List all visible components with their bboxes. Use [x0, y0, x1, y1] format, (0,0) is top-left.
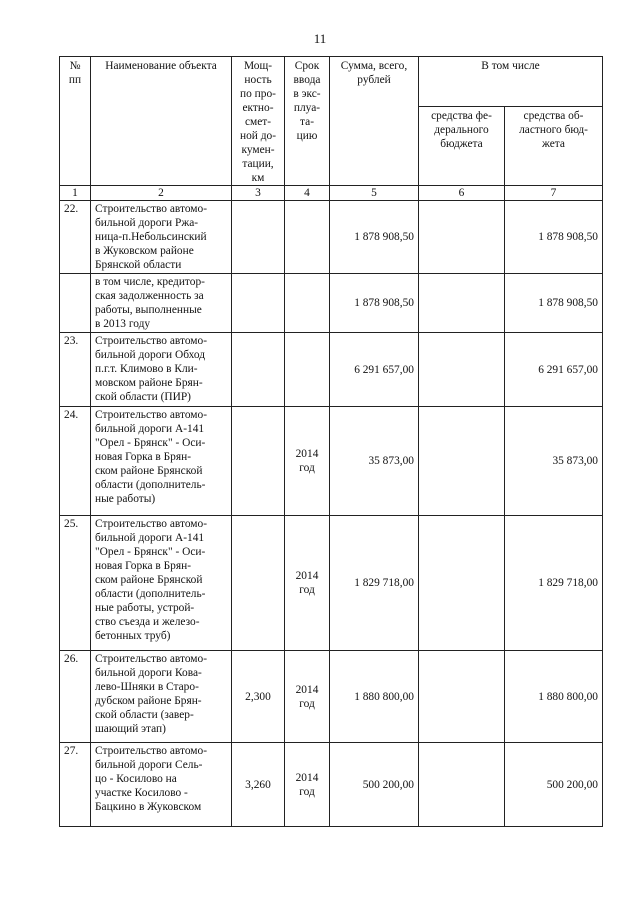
row-term — [285, 201, 330, 274]
table-row — [60, 516, 603, 651]
table-row — [60, 651, 603, 743]
row-capacity — [232, 333, 285, 407]
row-federal — [419, 333, 505, 407]
column-index: 2 — [91, 186, 232, 201]
row-term — [285, 333, 330, 407]
row-name: Строительство автомо- бильной дороги Ржа- ница-п.Небольсинский в Жуковском районе Брянской области — [91, 201, 232, 274]
row-num: 22. — [60, 201, 91, 274]
column-index: 3 — [232, 186, 285, 201]
row-federal — [419, 516, 505, 651]
row-regional: 500 200,00 — [505, 743, 603, 827]
row-num: 27. — [60, 743, 91, 827]
row-name: Строительство автомо- бильной дороги А-141 "Орел - Брянск" - Оси- новая Горка в Брян- ском районе Брянской области (дополнитель- ные работы, устрой- ство съезда и железо- бетонных труб) — [91, 516, 232, 651]
header-sum: Сумма, всего, рублей — [330, 57, 419, 186]
row-capacity: 3,260 — [232, 743, 285, 827]
row-sum: 1 829 718,00 — [330, 516, 419, 651]
row-sum: 1 878 908,50 — [330, 201, 419, 274]
row-term: 2014 год — [285, 516, 330, 651]
table-row — [60, 743, 603, 827]
row-regional: 1 878 908,50 — [505, 201, 603, 274]
objects-table — [59, 56, 603, 827]
header-term: Срок ввода в экс- плуа- та- цию — [285, 57, 330, 186]
row-capacity — [232, 407, 285, 516]
row-regional: 1 878 908,50 — [505, 274, 603, 333]
row-capacity — [232, 274, 285, 333]
header-capacity: Мощ- ность по про- ектно- смет- ной до- кумен- тации, км — [232, 57, 285, 186]
row-name: Строительство автомо- бильной дороги Обход п.г.т. Климово в Кли- мовском районе Брян- ской области (ПИР) — [91, 333, 232, 407]
page-number: 11 — [313, 31, 327, 46]
row-sum: 6 291 657,00 — [330, 333, 419, 407]
row-num: 23. — [60, 333, 91, 407]
header-including: В том числе — [419, 57, 603, 107]
row-name: в том числе, кредитор- ская задолженность за работы, выполненные в 2013 году — [91, 274, 232, 333]
row-federal — [419, 274, 505, 333]
row-regional: 35 873,00 — [505, 407, 603, 516]
table-row — [60, 407, 603, 516]
row-regional: 6 291 657,00 — [505, 333, 603, 407]
header-name: Наименование объекта — [91, 57, 232, 186]
row-federal — [419, 407, 505, 516]
row-term — [285, 274, 330, 333]
column-index: 6 — [419, 186, 505, 201]
header-regional: средства об- ластного бюд- жета — [505, 107, 603, 186]
row-federal — [419, 651, 505, 743]
row-regional: 1 829 718,00 — [505, 516, 603, 651]
row-num: 24. — [60, 407, 91, 516]
row-capacity — [232, 516, 285, 651]
header-federal: средства фе- дерального бюджета — [419, 107, 505, 186]
row-num: 26. — [60, 651, 91, 743]
row-num: 25. — [60, 516, 91, 651]
row-name: Строительство автомо- бильной дороги Сель- цо - Косилово на участке Косилово - Бацкино в Жуковском — [91, 743, 232, 827]
row-regional: 1 880 800,00 — [505, 651, 603, 743]
row-term: 2014 год — [285, 407, 330, 516]
column-index-row — [60, 186, 603, 201]
row-sum: 500 200,00 — [330, 743, 419, 827]
row-sum: 1 878 908,50 — [330, 274, 419, 333]
row-sum: 1 880 800,00 — [330, 651, 419, 743]
row-name: Строительство автомо- бильной дороги Кова- лево-Шняки в Старо- дубском районе Брян- ской области (завер- шающий этап) — [91, 651, 232, 743]
row-capacity: 2,300 — [232, 651, 285, 743]
row-name: Строительство автомо- бильной дороги А-141 "Орел - Брянск" - Оси- новая Горка в Брян- ском районе Брянской области (дополнитель- ные работы) — [91, 407, 232, 516]
column-index: 5 — [330, 186, 419, 201]
column-index: 1 — [60, 186, 91, 201]
column-index: 4 — [285, 186, 330, 201]
row-federal — [419, 743, 505, 827]
row-term: 2014 год — [285, 743, 330, 827]
row-num — [60, 274, 91, 333]
column-index: 7 — [505, 186, 603, 201]
row-term: 2014 год — [285, 651, 330, 743]
table-row — [60, 333, 603, 407]
table-row — [60, 201, 603, 274]
header-num: № пп — [60, 57, 91, 186]
row-sum: 35 873,00 — [330, 407, 419, 516]
row-federal — [419, 201, 505, 274]
row-capacity — [232, 201, 285, 274]
table-row — [60, 274, 603, 333]
